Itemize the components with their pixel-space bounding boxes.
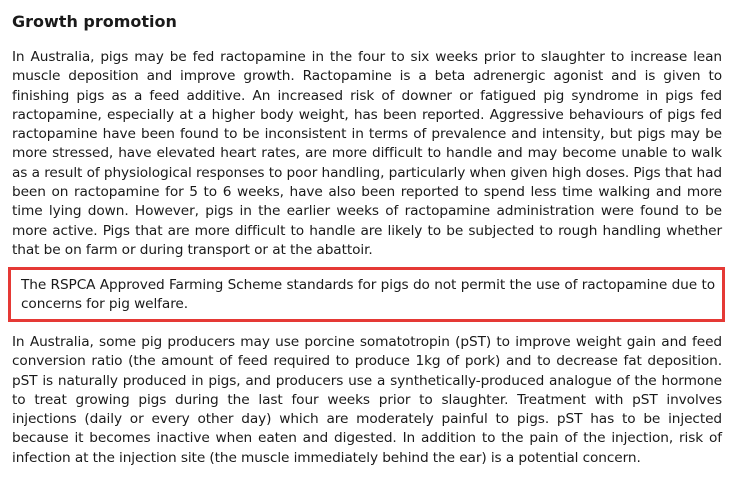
paragraph-pst: In Australia, some pig producers may use porcine somatotropin (pST) to improve weight gain and feed conversion ratio (the amount of feed required to produce 1kg of pork) and to decrease fat deposition. pST is naturally produced in pigs, and producers use a synthetically-produced analogue of the hormone to treat growing pigs during the last four weeks prior to slaughter. Treatment with pST involves injections (daily or every other day) which are moderately painful to pigs. pST has to be injected because it becomes inactive when eaten and digested. In addition to the pain of the injection, risk of infection at the injection site (the muscle immediately behind the ear) is a potential concern.: [12, 334, 722, 466]
highlighted-callout-box: [8, 267, 725, 322]
paragraph-ractopamine: In Australia, pigs may be fed ractopamine in the four to six weeks prior to slaughter to increase lean muscle deposition and improve growth. Ractopamine is a beta adrenergic agonist and is given to finishing pigs as a feed additive. An increased risk of downer or fatigued pig syndrome in pigs fed ractopamine, especially at a higher body weight, has been reported. Aggressive behaviours of pigs fed ractopamine have been found to be inconsistent in terms of prevalence and intensity, but pigs may be more stressed, have elevated heart rates, are more difficult to handle and may become unable to walk as a result of physiological responses to poor handling, particularly when given high doses. Pigs that had been on ractopamine for 5 to 6 weeks, have also been reported to spend less time walking and more time lying down. However, pigs in the earlier weeks of ractopamine administration were found to be more active. Pigs that are more difficult to handle are likely to be subjected to rough handling whether that be on farm or during transport or at the abattoir.: [12, 49, 722, 258]
callout-text: The RSPCA Approved Farming Scheme standards for pigs do not permit the use of ractopamine due to concerns for pig welfare.: [21, 277, 715, 313]
section-heading: Growth promotion: [12, 12, 177, 31]
document-page: [12, 10, 722, 466]
